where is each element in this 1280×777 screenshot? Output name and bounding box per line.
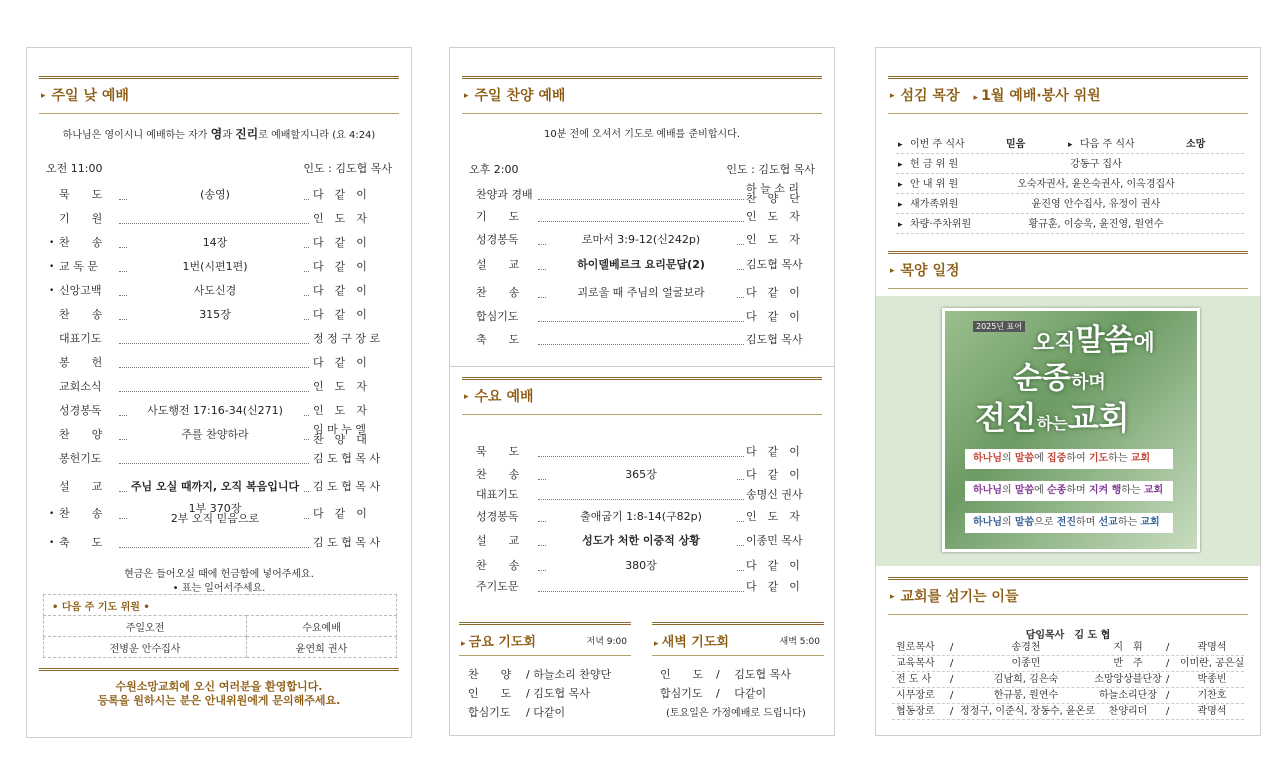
duty-bullet: ▸ bbox=[898, 200, 903, 210]
item-person: 다 같 이 bbox=[313, 188, 367, 201]
staff-role-text: 교육목사 bbox=[896, 658, 935, 669]
duty-label: 차량·주차위원 bbox=[910, 219, 972, 230]
item-detail: 주님 오실 때까지, 오직 복음입니다 bbox=[127, 478, 303, 496]
standing-marker: • bbox=[49, 238, 55, 248]
item-label: 교 독 문 bbox=[59, 260, 98, 273]
staff-role bbox=[896, 688, 935, 704]
item-person: 하 늘 소 리 찬 양 단 bbox=[746, 182, 800, 205]
standing-note: • 표는 일어서주세요. bbox=[172, 583, 266, 594]
poster-strip-3: 하나님의 말씀으로 전진하며 선교하는 교회 bbox=[965, 513, 1173, 533]
item-label: 찬 송 bbox=[476, 559, 520, 572]
offering-note: 현금은 들어오실 때에 헌금함에 넣어주세요. bbox=[124, 569, 314, 580]
item-label: 묵 도 bbox=[476, 445, 520, 458]
duty-bullet: ▸ bbox=[1068, 140, 1073, 150]
poster-strip-2: 하나님의 말씀에 순종하며 지켜 행하는 교회 bbox=[965, 481, 1173, 501]
leader-dots bbox=[538, 489, 744, 500]
duty-value: 윤진영 안수집사, 유정이 권사 bbox=[1031, 199, 1161, 210]
item-label: 합심기도 bbox=[476, 310, 519, 323]
service-leader: 인도 : 김도협 목사 bbox=[303, 162, 392, 175]
next-prayer-table bbox=[43, 594, 397, 658]
staff-name: 김남희, 김은숙 bbox=[993, 674, 1059, 685]
item-label: 교회소식 bbox=[59, 380, 102, 393]
dawn-note: (토요일은 가정예배로 드립니다) bbox=[666, 708, 806, 719]
dawn-header bbox=[652, 622, 824, 656]
item-person: 다 같 이 bbox=[746, 310, 800, 323]
fri-time: 저녁 9:00 bbox=[586, 637, 627, 647]
item-person: 다 같 이 bbox=[746, 286, 800, 299]
staff-role-2: 지 휘 bbox=[1113, 642, 1143, 653]
duty-bullet: ▸ bbox=[898, 220, 903, 230]
item-person: 다 같 이 bbox=[746, 580, 800, 593]
next-v1: 전병운 안수집사 bbox=[44, 637, 247, 658]
leader-dots bbox=[538, 334, 744, 345]
fri-title: ▸ 금요 기도회 bbox=[461, 635, 536, 650]
duty-label-2: 다음 주 식사 bbox=[1080, 139, 1135, 150]
duty-bullet: ▸ bbox=[898, 140, 903, 150]
duty-value-2: 소망 bbox=[1186, 139, 1206, 150]
duty-label: 헌 금 위 원 bbox=[910, 159, 959, 170]
fri-label: 인 도 bbox=[468, 687, 512, 700]
welcome-line1: 수원소망교회에 오신 여러분을 환영합니다. bbox=[115, 680, 323, 693]
staff-role-2: 소망앙상블단장 bbox=[1094, 674, 1162, 685]
dawn-value: / 다같이 bbox=[716, 687, 767, 700]
staff-name-2: 이미란, 공은실 bbox=[1179, 658, 1245, 669]
slash: / bbox=[950, 642, 954, 653]
leader-dots bbox=[119, 453, 309, 464]
item-label: 축 도 bbox=[476, 333, 520, 346]
staff-name-2: 기찬호 bbox=[1197, 690, 1227, 701]
item-label: 찬 양 bbox=[59, 428, 103, 441]
item-person: 다 같 이 bbox=[746, 468, 800, 481]
schedule-title: ▸ 목양 일정 bbox=[890, 260, 960, 280]
dawn-value: / 김도협 목사 bbox=[716, 668, 791, 681]
item-detail: 14장 bbox=[127, 234, 303, 252]
item-detail: 315장 bbox=[127, 306, 303, 324]
poster-line3: 전진하는교회 bbox=[975, 399, 1130, 437]
wed-title: ▸ 수요 예배 bbox=[464, 386, 534, 406]
section-title: ▸ 섬김 목장 ▸ 1월 예배·봉사 위원 bbox=[890, 85, 1101, 105]
dawn-title: ▸ 새벽 기도회 bbox=[654, 635, 729, 650]
section-header bbox=[462, 76, 822, 114]
item-person: 인 도 자 bbox=[313, 380, 367, 393]
item-person: 김 도 협 목 사 bbox=[313, 536, 381, 549]
item-person: 다 같 이 bbox=[313, 284, 367, 297]
item-person: 다 같 이 bbox=[746, 559, 800, 572]
item-detail: 1번(시편1편) bbox=[127, 258, 303, 276]
staff-name: 이종민 bbox=[1011, 658, 1041, 669]
staff-role bbox=[896, 672, 931, 688]
leader-dots bbox=[119, 357, 309, 368]
item-detail: 주를 찬양하라 bbox=[127, 426, 303, 444]
item-detail: 출애굽기 1:8-14(구82p) bbox=[546, 508, 736, 526]
verse: 하나님은 영이시니 예배하는 자가 영과 진리로 예배할지니라 (요 4:24) bbox=[62, 127, 376, 141]
item-person: 임 마 누 엘 찬 양 대 bbox=[313, 423, 367, 446]
item-label: 기 도 bbox=[476, 210, 520, 223]
item-person: 김 도 협 목 사 bbox=[313, 452, 381, 465]
serve-header bbox=[888, 577, 1248, 615]
item-detail: 로마서 3:9-12(신242p) bbox=[546, 231, 736, 249]
item-person: 김 도 협 목 사 bbox=[313, 480, 381, 493]
item-person: 다 같 이 bbox=[746, 445, 800, 458]
item-detail: 사도행전 17:16-34(신271) bbox=[127, 402, 303, 420]
section-title: ▸ 주일 낮 예배 bbox=[41, 85, 129, 105]
item-person: 인 도 자 bbox=[313, 212, 367, 225]
item-person: 인 도 자 bbox=[746, 510, 800, 523]
item-label: 신앙고백 bbox=[59, 284, 102, 297]
item-label: 찬양과 경배 bbox=[476, 188, 533, 201]
duty-label: 이번 주 식사 bbox=[910, 139, 965, 150]
item-detail: 365장 bbox=[546, 466, 736, 484]
poster-line2: 순종하며 bbox=[1013, 361, 1106, 396]
staff-name: 정정구, 이준식, 장동수, 윤온로 bbox=[960, 706, 1095, 717]
item-detail: 380장 bbox=[546, 557, 736, 575]
divider bbox=[39, 668, 399, 671]
duty-label: 새가족위원 bbox=[910, 199, 959, 210]
item-person: 다 같 이 bbox=[313, 236, 367, 249]
staff-role-2: 찬양리더 bbox=[1108, 706, 1148, 717]
item-label: 설 교 bbox=[476, 534, 520, 547]
staff-name-2: 박종빈 bbox=[1197, 674, 1227, 685]
item-detail: 괴로울 때 주님의 얼굴보라 bbox=[546, 284, 736, 302]
staff-role-text: 시무장로 bbox=[896, 690, 935, 701]
item-label: 찬 송 bbox=[59, 507, 103, 520]
dawn-time: 새벽 5:00 bbox=[779, 637, 820, 647]
item-label: 찬 송 bbox=[476, 286, 520, 299]
senior-pastor: 담임목사 김 도 협 bbox=[1025, 630, 1111, 641]
leader-dots bbox=[119, 333, 309, 344]
intro-text: 10분 전에 오셔서 기도로 예배를 준비합시다. bbox=[543, 129, 741, 140]
staff-role-text: 전 도 사 bbox=[896, 674, 932, 685]
standing-marker: • bbox=[49, 538, 55, 548]
staff-name-2: 곽명석 bbox=[1197, 642, 1227, 653]
item-label: 설 교 bbox=[59, 480, 103, 493]
item-person: 정 정 구 장 로 bbox=[313, 332, 381, 345]
staff-role bbox=[896, 640, 935, 656]
item-label: 축 도 bbox=[59, 536, 103, 549]
item-detail: 성도가 처한 이중적 상황 bbox=[546, 532, 736, 550]
item-label: 찬 송 bbox=[59, 308, 103, 321]
item-person: 다 같 이 bbox=[313, 356, 367, 369]
fri-label: 합심기도 bbox=[468, 706, 511, 719]
service-time: 오후 2:00 bbox=[469, 163, 519, 176]
staff-role-2: 하늘소리단장 bbox=[1099, 690, 1157, 701]
leader-dots bbox=[538, 189, 744, 200]
service-time: 오전 11:00 bbox=[46, 162, 103, 175]
fri-label: 찬 양 bbox=[468, 668, 512, 681]
poster-line1: 오직말씀에 bbox=[1033, 323, 1155, 358]
staff-role-2: 반 주 bbox=[1113, 658, 1143, 669]
poster-tag: 2025년 표어 bbox=[973, 321, 1025, 332]
sunday-morning-panel bbox=[26, 47, 412, 738]
duty-bullet: ▸ bbox=[898, 160, 903, 170]
slash: / bbox=[950, 658, 954, 669]
section-title: ▸ 주일 찬양 예배 bbox=[464, 85, 565, 105]
staff-role-text: 협동장로 bbox=[896, 706, 935, 717]
next-prayer-title: • 다음 주 기도 위원 • bbox=[44, 595, 397, 616]
leader-dots bbox=[538, 446, 744, 457]
item-label: 주기도문 bbox=[476, 580, 519, 593]
leader-dots bbox=[119, 381, 309, 392]
fri-header bbox=[459, 622, 631, 656]
fri-value: / 다같이 bbox=[526, 706, 566, 719]
staff-name: 송경천 bbox=[1011, 642, 1041, 653]
duty-label: 안 내 위 원 bbox=[910, 179, 959, 190]
service-leader: 인도 : 김도협 목사 bbox=[726, 163, 815, 176]
item-person: 송명신 권사 bbox=[746, 488, 803, 501]
duty-value: 오숙자권사, 윤은숙권사, 이옥경집사 bbox=[1017, 179, 1175, 190]
next-h2: 수요예배 bbox=[247, 616, 397, 637]
sunday-praise-panel bbox=[449, 47, 835, 736]
dawn-label: 합심기도 bbox=[660, 687, 703, 700]
standing-marker: • bbox=[49, 262, 55, 272]
item-label: 찬 송 bbox=[476, 468, 520, 481]
welcome-line2: 등록을 원하시는 분은 안내위원에게 문의해주세요. bbox=[97, 694, 341, 707]
item-person: 이종민 목사 bbox=[746, 534, 803, 547]
item-label: 봉헌기도 bbox=[59, 452, 102, 465]
staff-role bbox=[896, 704, 935, 720]
duty-value: 황규훈, 이승욱, 윤진영, 원연수 bbox=[1028, 219, 1164, 230]
leader-dots bbox=[538, 311, 744, 322]
staff-role bbox=[896, 656, 935, 672]
slash: / bbox=[950, 690, 954, 701]
item-label: 성경봉독 bbox=[59, 404, 102, 417]
wed-header bbox=[462, 377, 822, 415]
item-person: 다 같 이 bbox=[313, 507, 367, 520]
fri-value: / 김도협 목사 bbox=[526, 687, 590, 700]
slash: / bbox=[950, 674, 954, 685]
item-person: 인 도 자 bbox=[746, 233, 800, 246]
leader-dots bbox=[538, 581, 744, 592]
slash: / bbox=[1166, 674, 1170, 685]
leader-dots bbox=[119, 537, 309, 548]
leader-dots bbox=[119, 213, 309, 224]
poster-strip-1: 하나님의 말씀에 집중하여 기도하는 교회 bbox=[965, 449, 1173, 469]
standing-marker: • bbox=[49, 286, 55, 296]
slash: / bbox=[1166, 642, 1170, 653]
item-label: 성경봉독 bbox=[476, 510, 519, 523]
item-detail: 1부 370장 2부 오직 믿음으로 bbox=[127, 504, 303, 524]
item-detail: 하이델베르크 요리문답(2) bbox=[546, 256, 736, 274]
section-header bbox=[888, 76, 1248, 114]
item-person: 다 같 이 bbox=[313, 308, 367, 321]
fri-value: / 하늘소리 찬양단 bbox=[526, 668, 612, 681]
duty-value: 강동구 집사 bbox=[1070, 159, 1122, 170]
item-label: 기 원 bbox=[59, 212, 103, 225]
dawn-label: 인 도 bbox=[660, 668, 704, 681]
leader-dots bbox=[538, 211, 744, 222]
section-header bbox=[39, 76, 399, 114]
item-label: 봉 헌 bbox=[59, 356, 103, 369]
slash: / bbox=[1166, 706, 1170, 717]
item-detail: (송영) bbox=[127, 186, 303, 204]
slash: / bbox=[950, 706, 954, 717]
staff-name-2: 곽명석 bbox=[1197, 706, 1227, 717]
staff-name: 한규봉, 원연수 bbox=[993, 690, 1059, 701]
item-person: 인 도 자 bbox=[746, 210, 800, 223]
item-label: 설 교 bbox=[476, 258, 520, 271]
item-person: 김도협 목사 bbox=[746, 258, 803, 271]
item-person: 김도협 목사 bbox=[746, 333, 803, 346]
ministry-panel bbox=[875, 47, 1261, 736]
next-v2: 윤연희 권사 bbox=[247, 637, 397, 658]
item-label: 찬 송 bbox=[59, 236, 103, 249]
motto-poster bbox=[942, 308, 1200, 552]
slash: / bbox=[1166, 658, 1170, 669]
duty-value: 믿음 bbox=[1006, 139, 1026, 150]
item-detail: 사도신경 bbox=[127, 282, 303, 300]
schedule-header bbox=[888, 251, 1248, 289]
item-label: 대표기도 bbox=[59, 332, 102, 345]
serve-title: ▸ 교회를 섬기는 이들 bbox=[890, 586, 1018, 606]
item-label: 대표기도 bbox=[476, 488, 519, 501]
item-person: 인 도 자 bbox=[313, 404, 367, 417]
item-person: 다 같 이 bbox=[313, 260, 367, 273]
item-label: 묵 도 bbox=[59, 188, 103, 201]
divider bbox=[450, 366, 834, 367]
next-h1: 주일오전 bbox=[44, 616, 247, 637]
slash: / bbox=[1166, 690, 1170, 701]
duty-bullet: ▸ bbox=[898, 180, 903, 190]
staff-role-text: 원로목사 bbox=[896, 642, 935, 653]
standing-marker: • bbox=[49, 509, 55, 519]
item-label: 성경봉독 bbox=[476, 233, 519, 246]
